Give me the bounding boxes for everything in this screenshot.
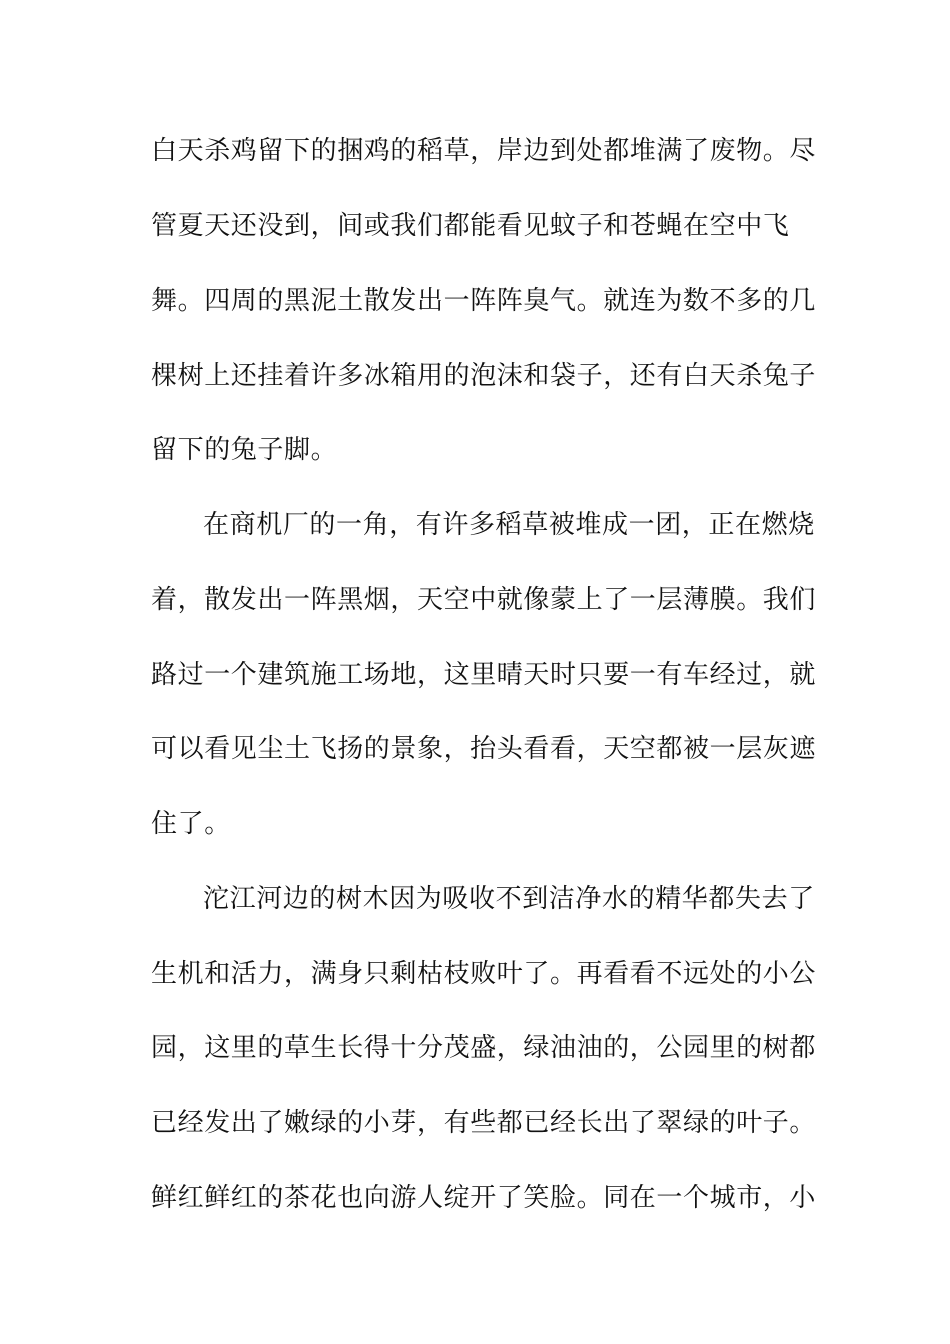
paragraph-line: 鲜红鲜红的茶花也向游人绽开了笑脸。同在一个城市，小 — [151, 1183, 817, 1213]
paragraph-line: 可以看见尘土飞扬的景象，抬头看看，天空都被一层灰遮 — [151, 734, 817, 764]
paragraph-first-line: 在商机厂的一角，有许多稻草被堆成一团，正在燃烧 — [203, 510, 815, 540]
paragraph-line: 着，散发出一阵黑烟，天空中就像蒙上了一层薄膜。我们 — [151, 585, 817, 615]
paragraph-line: 棵树上还挂着许多冰箱用的泡沫和袋子，还有白天杀兔子 — [151, 361, 817, 391]
paragraph-line: 路过一个建筑施工场地，这里晴天时只要一有车经过，就 — [151, 660, 817, 690]
paragraph-line: 白天杀鸡留下的捆鸡的稻草，岸边到处都堆满了废物。尽 — [151, 136, 817, 166]
paragraph-line: 管夏天还没到，间或我们都能看见蚊子和苍蝇在空中飞 — [151, 211, 790, 241]
paragraph-line: 留下的兔子脚。 — [151, 435, 338, 465]
paragraph-line: 住了。 — [151, 809, 231, 839]
paragraph-line: 园，这里的草生长得十分茂盛，绿油油的，公园里的树都 — [151, 1033, 817, 1063]
paragraph-line: 舞。四周的黑泥土散发出一阵阵臭气。就连为数不多的几 — [151, 286, 817, 316]
paragraph-first-line: 沱江河边的树木因为吸收不到洁净水的精华都失去了 — [203, 884, 815, 914]
paragraph-line: 已经发出了嫩绿的小芽，有些都已经长出了翠绿的叶子。 — [151, 1108, 817, 1138]
paragraph-line: 生机和活力，满身只剩枯枝败叶了。再看看不远处的小公 — [151, 959, 817, 989]
